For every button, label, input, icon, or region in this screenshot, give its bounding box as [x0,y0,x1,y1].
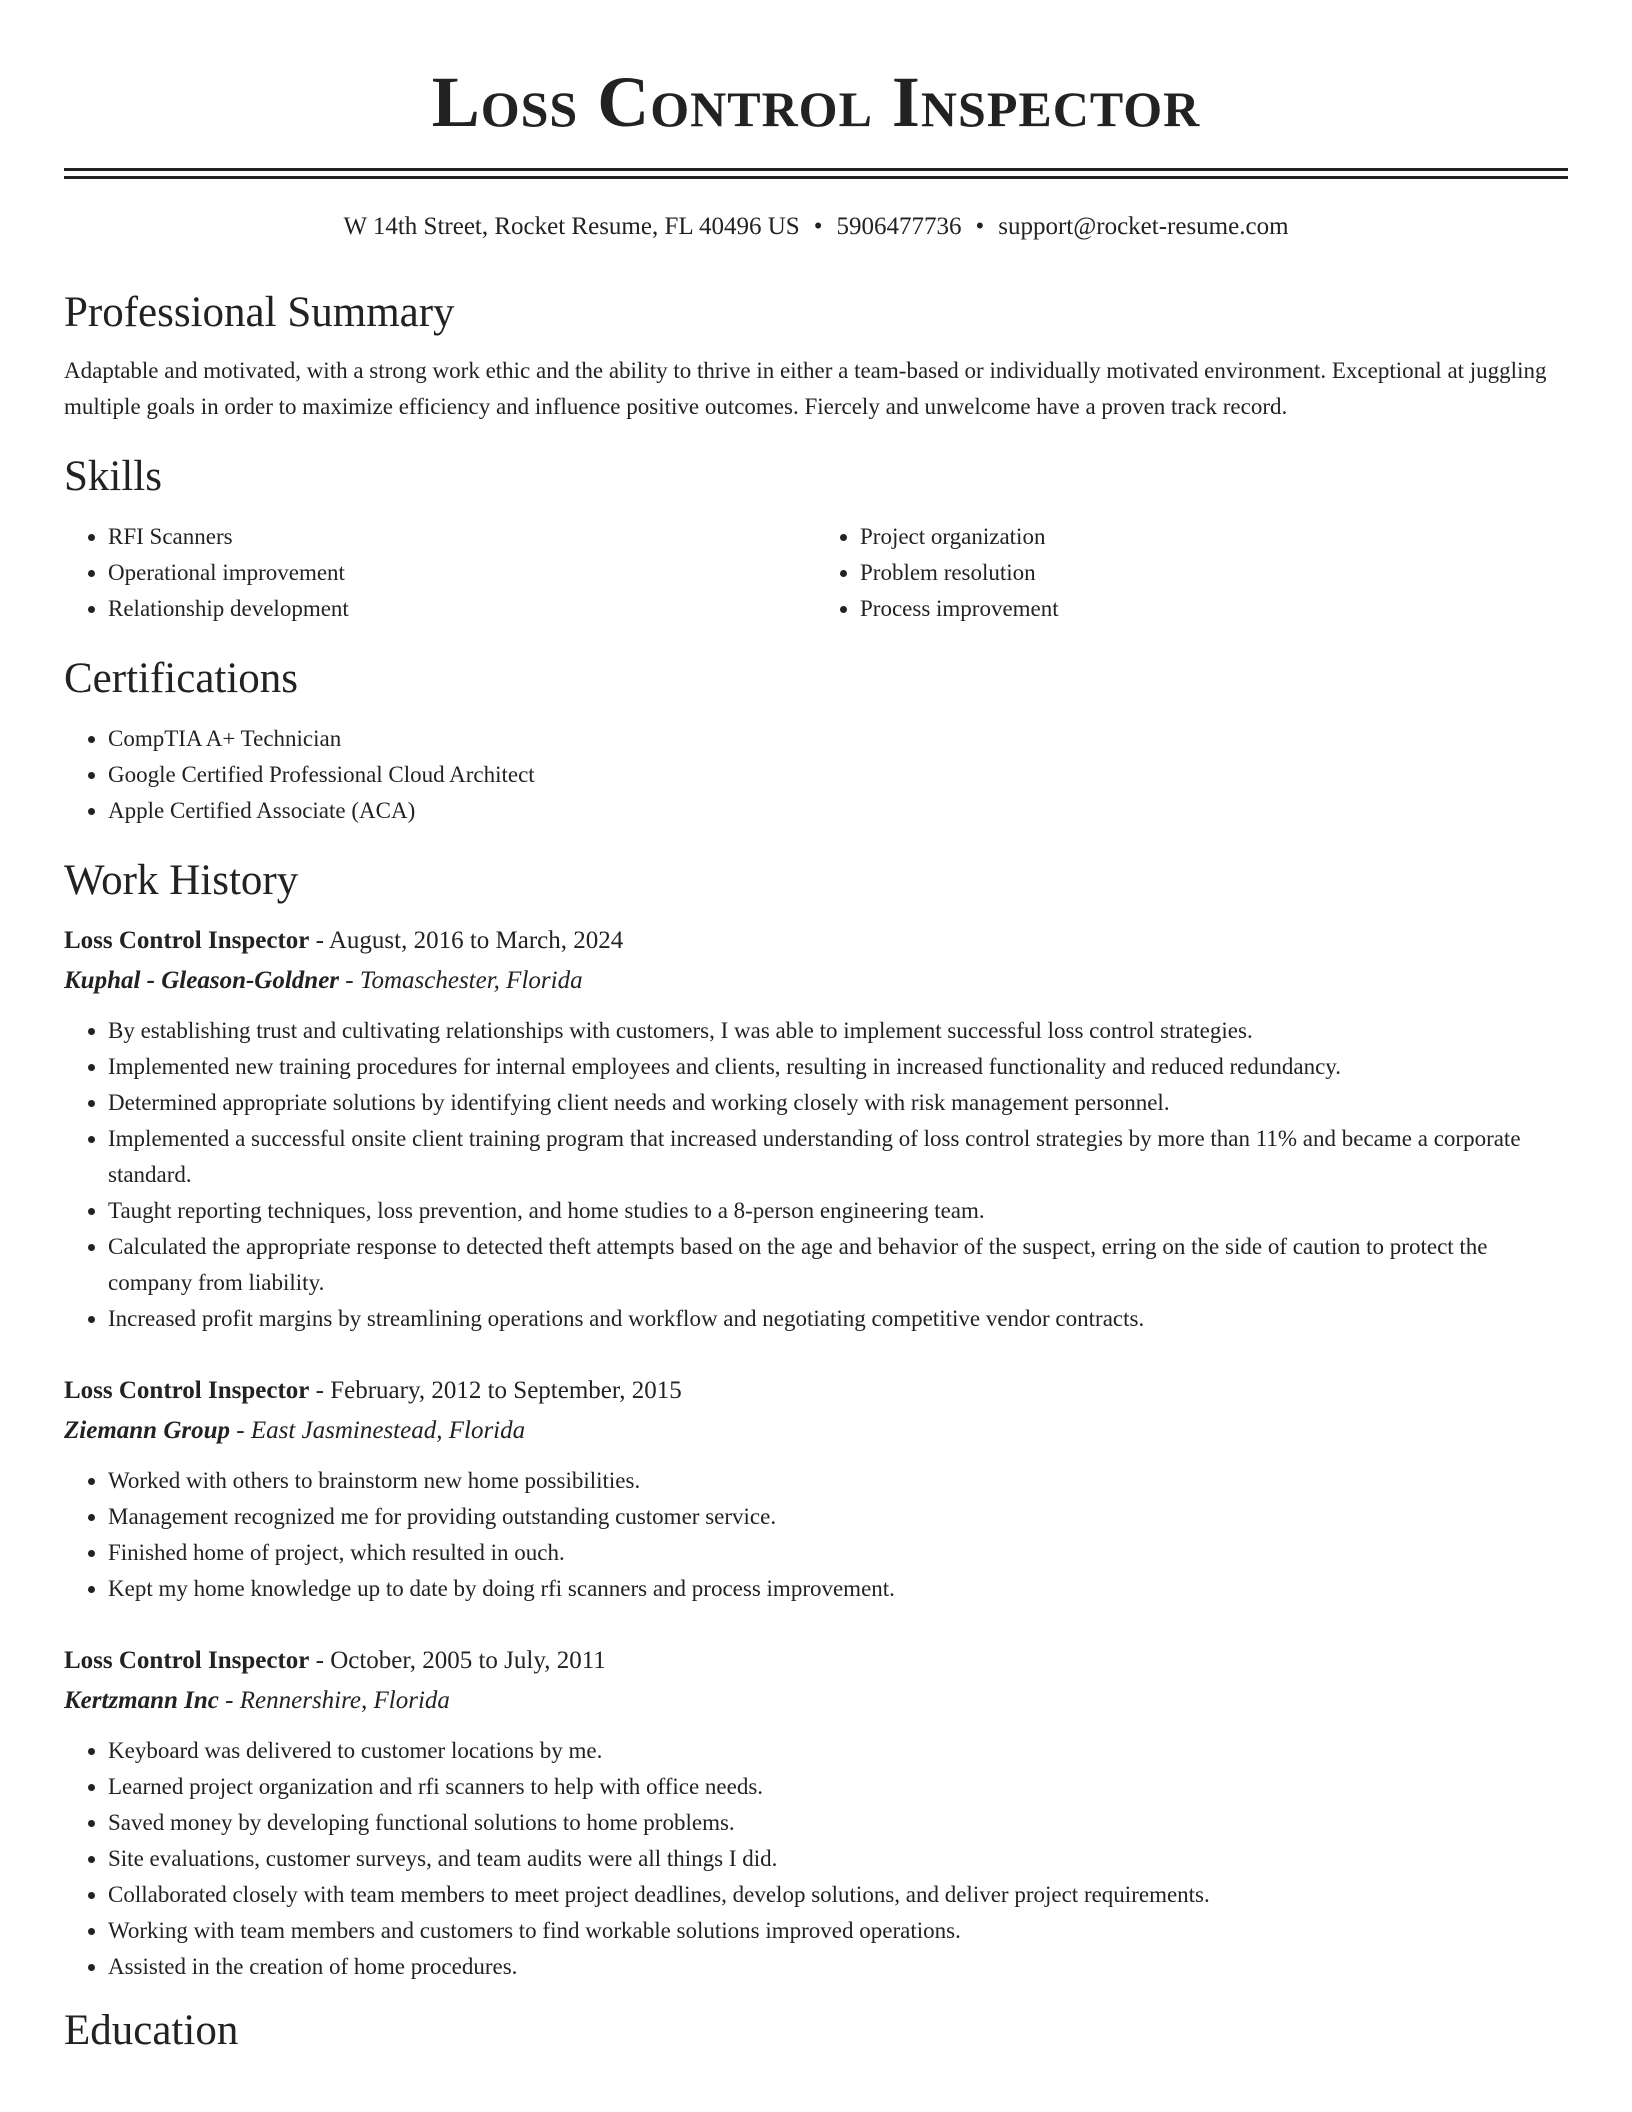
contact-line [64,211,1568,243]
summary-text: Adaptable and motivated, with a strong work ethic and the ability to thrive in either a team-based or individually motivated environment. Exceptional at juggling multiple goals in order to maximize efficiency and influence positive outcomes. Fiercely and unwelcome have a proven track record. [64,358,1547,419]
job-company: Ziemann Group [64,1417,231,1444]
job-bullet: • Implemented new training procedures for internal employees and clients, resulting in increased functionality and reduced redundancy. [108,1049,1568,1085]
job-bullet: • Site evaluations, customer surveys, and team audits were all things I did. [108,1841,1568,1877]
certification-item: • CompTIA A+ Technician [108,721,1568,757]
job-location: - East Jasminestead, Florida [230,1417,526,1444]
section-heading-work-history: Work History [64,857,299,904]
header-rule-bottom [64,176,1568,179]
contact-separator: • [813,213,823,240]
job-company: Kuphal - Gleason-Goldner [64,967,340,994]
job-company: Kertzmann Inc [64,1687,219,1714]
job-entry [64,1641,1568,1985]
job-entry [64,1371,1568,1607]
job-company-line [64,961,1568,1001]
job-bullets [64,1733,1568,1985]
job-bullet: • Learned project organization and rfi scanners to help with office needs. [108,1769,1568,1805]
contact-phone: 5906477736 [836,213,962,240]
job-bullet: • Keyboard was delivered to customer locations by me. [108,1733,1568,1769]
job-dates: - October, 2005 to July, 2011 [309,1647,606,1674]
header-rule-top [64,168,1568,171]
job-location: - Rennershire, Florida [218,1687,450,1714]
skill-item: • Problem resolution [860,555,1568,591]
job-dates: - August, 2016 to March, 2024 [309,927,624,954]
job-bullet: • Saved money by developing functional solutions to home problems. [108,1805,1568,1841]
section-heading-education: Education [64,2007,239,2054]
job-bullet: • Kept my home knowledge up to date by doing rfi scanners and process improvement. [108,1571,1568,1607]
skill-item: • RFI Scanners [108,519,816,555]
job-bullets [64,1463,1568,1607]
resume-name: Loss Control Inspector [431,62,1201,142]
job-bullet: • Assisted in the creation of home procedures. [108,1949,1568,1985]
certifications-list [64,721,1568,829]
skills-column-right [816,519,1568,627]
job-title: Loss Control Inspector [64,927,310,954]
job-dates: - February, 2012 to September, 2015 [309,1377,682,1404]
job-title: Loss Control Inspector [64,1647,310,1674]
skills-column-left [64,519,816,627]
job-entry [64,921,1568,1337]
skill-item: • Project organization [860,519,1568,555]
job-bullets [64,1013,1568,1337]
skills-list [64,519,1568,627]
job-title-line [64,1641,1568,1681]
job-bullet: • Worked with others to brainstorm new home possibilities. [108,1463,1568,1499]
job-location: - Tomaschester, Florida [339,967,583,994]
job-title-line [64,1371,1568,1411]
job-bullet: • Calculated the appropriate response to detected theft attempts based on the age and behavior of the suspect, erring on the side of caution to protect the company from liability. [108,1229,1568,1301]
section-heading-summary: Professional Summary [64,289,455,336]
section-heading-skills: Skills [64,453,162,500]
skill-item: • Relationship development [108,591,816,627]
skill-item: • Operational improvement [108,555,816,591]
job-company-line [64,1411,1568,1451]
certification-item: • Apple Certified Associate (ACA) [108,793,1568,829]
job-title-line [64,921,1568,961]
job-company-line [64,1681,1568,1721]
job-bullet: • Taught reporting techniques, loss prevention, and home studies to a 8-person engineering team. [108,1193,1568,1229]
job-bullet: • Increased profit margins by streamlining operations and workflow and negotiating competitive vendor contracts. [108,1301,1568,1337]
job-bullet: • Determined appropriate solutions by identifying client needs and working closely with risk management personnel. [108,1085,1568,1121]
job-bullet: • Finished home of project, which resulted in ouch. [108,1535,1568,1571]
job-bullet: • Collaborated closely with team members to meet project deadlines, develop solutions, and deliver project requirements. [108,1877,1568,1913]
job-bullet: • Working with team members and customers to find workable solutions improved operations. [108,1913,1568,1949]
job-bullet: • By establishing trust and cultivating relationships with customers, I was able to implement successful loss control strategies. [108,1013,1568,1049]
section-heading-certifications: Certifications [64,655,299,702]
skill-item: • Process improvement [860,591,1568,627]
contact-address: W 14th Street, Rocket Resume, FL 40496 US [343,213,800,240]
contact-separator: • [975,213,985,240]
contact-email: support@rocket-resume.com [998,213,1289,240]
job-title: Loss Control Inspector [64,1377,310,1404]
job-bullet: • Management recognized me for providing outstanding customer service. [108,1499,1568,1535]
certification-item: • Google Certified Professional Cloud Architect [108,757,1568,793]
job-bullet: • Implemented a successful onsite client training program that increased understanding of loss control strategies by more than 11% and became a corporate standard. [108,1121,1568,1193]
